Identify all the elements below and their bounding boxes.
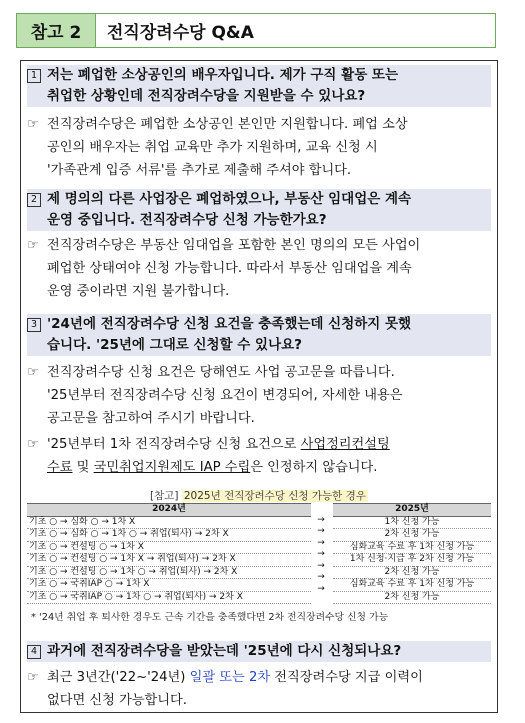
table-footnote: * '24년 취업 후 퇴사한 경우도 근속 기간을 충족했다면 2차 전직장려수당 신청 가능: [31, 612, 389, 623]
table-arrow: →: [317, 514, 325, 525]
question-number-2: 2: [27, 193, 41, 207]
answer-3-line-2: '25년부터 전직장려수당 신청 요건이 변경되어, 자세한 내용은: [47, 388, 403, 403]
table-row: [333, 591, 491, 604]
question-number-4: 4: [27, 645, 41, 659]
table-header-2024: 2024년: [27, 504, 311, 517]
answer-3b-mid: 및: [72, 460, 94, 475]
table-cell-2024: 기초 ○ → 컨설팅 ○ → 1차 X → 취업(퇴사) → 2차 X: [27, 554, 311, 567]
consulting-term: 사업정리컨설팅: [300, 437, 390, 452]
answer-3b-post: 은 인정하지 않습니다.: [250, 460, 378, 475]
table-cell-2024: 기초 ○ → 컨설팅 ○ → 1차 X: [27, 541, 311, 554]
table-title-highlight: 2025년 전직장려수당 신청 가능한 경우: [183, 490, 366, 502]
table-row: [27, 579, 311, 592]
table-row: [27, 566, 311, 579]
pointing-hand-icon: ☞: [27, 670, 39, 685]
answer-2: [27, 234, 491, 303]
table-cell-2024: 기초 ○ → 심화 ○ → 1차 ○ → 취업(퇴사) → 2차 X: [27, 529, 311, 542]
table-cell-2025: 2차 신청 가능: [333, 529, 491, 542]
table-2024: [27, 503, 311, 604]
pointing-hand-icon: ☞: [27, 437, 39, 452]
question-1: [27, 65, 491, 107]
table-row: [333, 529, 491, 542]
table-arrow: →: [317, 560, 325, 571]
question-3-line-2: 습니다. '25년에 그대로 신청할 수 있나요?: [47, 337, 302, 353]
answer-1-line-1: 전직장려수당은 폐업한 소상공인 본인만 지원합니다. 폐업 소상: [47, 117, 408, 132]
answer-3-line-3: 공고문을 참고하여 주시기 바랍니다.: [47, 411, 255, 426]
question-3: [27, 314, 491, 356]
question-4-line-1: 과거에 전직장려수당을 받았는데 '25년에 다시 신청되나요?: [47, 643, 402, 659]
consulting-term-cont: 수료: [47, 460, 73, 475]
table-row: [27, 554, 311, 567]
page-title: 전직장려수당 Q&A: [107, 23, 254, 43]
table-row: [27, 529, 311, 542]
table-arrows: [311, 503, 331, 595]
table-title: [21, 488, 497, 503]
section-header: [16, 13, 496, 48]
table-arrow: →: [317, 549, 325, 560]
question-number-1: 1: [27, 69, 41, 83]
table-row: [333, 566, 491, 579]
table-row: [27, 541, 311, 554]
answer-3: [27, 361, 491, 430]
table-arrow: →: [317, 583, 325, 594]
pointing-hand-icon: ☞: [27, 117, 39, 132]
table-cell-2025: 2차 신청 가능: [333, 591, 491, 604]
table-arrow: →: [317, 537, 325, 548]
table-row: [333, 516, 491, 529]
pointing-hand-icon: ☞: [27, 365, 39, 380]
table-title-prefix: [참고]: [150, 490, 182, 502]
answer-3b-pre: '25년부터 1차 전직장려수당 신청 요건으로: [47, 437, 301, 452]
answer-2-line-1: 전직장려수당은 부동산 임대업을 포함한 본인 명의의 모든 사업이: [47, 238, 421, 253]
question-3-line-1: '24년에 전직장려수당 신청 요건을 충족했는데 신청하지 못했: [47, 316, 412, 332]
answer-4-line-2: 없다면 신청 가능합니다.: [47, 693, 187, 708]
answer-4-post: 전직장려수당 지급 이력이: [270, 670, 423, 685]
table-row: [27, 591, 311, 604]
answer-4: [27, 666, 491, 712]
table-row: [333, 554, 491, 567]
question-1-line-2: 취업한 상황인데 전직장려수당을 지원받을 수 있나요?: [47, 88, 366, 104]
table-cell-2025: 1차 신청·지급 후 2차 신청 가능: [333, 554, 491, 567]
question-2-line-2: 운영 중입니다. 전직장려수당 신청 가능한가요?: [47, 212, 327, 228]
iap-term: 국민취업지원제도 IAP 수립: [93, 460, 251, 475]
answer-2-line-2: 폐업한 상태여야 신청 가능합니다. 따라서 부동산 임대업을 계속: [47, 261, 412, 276]
answer-3-line-1: 전직장려수당 신청 요건은 당해연도 사업 공고문을 따릅니다.: [47, 365, 395, 380]
qa-box: [20, 60, 498, 713]
answer-4-pre: 최근 3년간('22~'24년): [47, 670, 190, 685]
table-row: [333, 579, 491, 592]
question-1-line-1: 저는 폐업한 소상공인의 배우자입니다. 제가 구직 활동 또는: [47, 67, 399, 83]
table-header-2025: 2025년: [333, 504, 491, 517]
table-cell-2025: 심화교육 수료 후 1차 신청 가능: [333, 541, 491, 554]
answer-3b: [27, 433, 491, 479]
table-row: [27, 516, 311, 529]
table-cell-2025: 1차 신청 가능: [333, 516, 491, 529]
table-2025: [333, 503, 491, 604]
question-4: [27, 641, 491, 662]
table-arrow: →: [317, 526, 325, 537]
answer-1-line-3: '가족관계 입증 서류'를 추가로 제출해 주셔야 합니다.: [47, 163, 352, 178]
question-2-line-1: 제 명의의 다른 사업장은 폐업하였으나, 부동산 임대업은 계속: [47, 191, 412, 207]
question-number-3: 3: [27, 318, 41, 332]
answer-2-line-3: 운영 중이라면 지원 불가합니다.: [47, 284, 230, 299]
table-cell-2024: 기초 ○ → 컨설팅 ○ → 1차 ○ → 취업(퇴사) → 2차 X: [27, 566, 311, 579]
table-cell-2025: 2차 신청 가능: [333, 566, 491, 579]
answer-1-line-2: 공인의 배우자는 취업 교육만 추가 지원하며, 교육 신청 시: [47, 140, 378, 155]
answer-4-highlight: 일괄 또는 2차: [189, 670, 271, 685]
answer-1: [27, 113, 491, 182]
pointing-hand-icon: ☞: [27, 238, 39, 253]
question-2: [27, 189, 491, 231]
table-cell-2024: 기초 ○ → 국취IAP ○ → 1차 X: [27, 579, 311, 592]
table-cell-2024: 기초 ○ → 국취IAP ○ → 1차 ○ → 취업(퇴사) → 2차 X: [27, 591, 311, 604]
table-cell-2024: 기초 ○ → 심화 ○ → 1차 X: [27, 516, 311, 529]
table-arrow: →: [317, 572, 325, 583]
table-cell-2025: 심화교육 수료 후 1차 신청 가능: [333, 579, 491, 592]
reference-tag: 참고 2: [17, 14, 96, 47]
table-row: [333, 541, 491, 554]
